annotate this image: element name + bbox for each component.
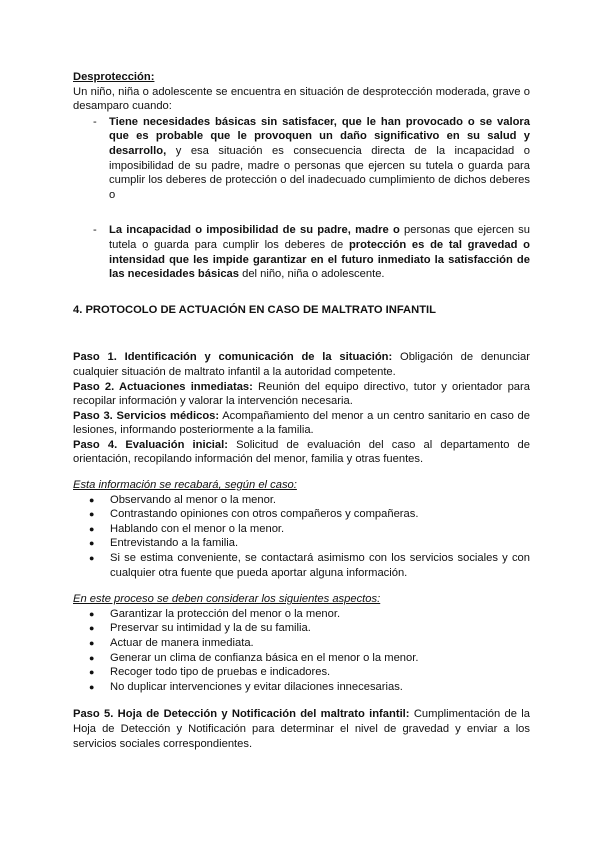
bullet-marker: ● (89, 681, 95, 692)
list-item-text: Garantizar la protección del menor o la menor. (110, 607, 341, 620)
list-item (73, 115, 530, 203)
desproteccion-heading: Desprotección: (73, 71, 155, 83)
section-4-title: 4. PROTOCOLO DE ACTUACIÓN EN CASO DE MALTRATO INFANTIL (73, 303, 436, 316)
list-item-text: Actuar de manera inmediata. (110, 637, 254, 649)
item-bold-text: protección es de tal gravedad o intensidad que les impide garantizar en el futuro inmediato la satisfacción de las necesidades básicas (109, 238, 530, 281)
step-text: Acompañamiento del menor a un centro sanitario en caso de lesiones, informando posteriormente a la familia. (73, 409, 530, 437)
item-text: del niño, niña o adolescente. (238, 268, 385, 281)
info-heading: Esta información se recabará, según el caso: (73, 479, 297, 492)
item-bold-text: Tiene necesidades básicas sin satisfacer, que le han provocado o se valora que es probable que le provoquen un daño significativo en su salud y desarrollo, (109, 115, 530, 157)
list-item (73, 651, 530, 666)
step-3 (73, 409, 530, 438)
step-text: Cumplimentación de la Hoja de Detección y Notificación para determinar el nivel de gravedad y enviar a los servicios sociales correspondientes. (73, 708, 531, 750)
step-2 (73, 380, 530, 409)
dash-marker: - (93, 224, 97, 237)
bullet-marker: ● (89, 523, 95, 534)
list-item (73, 607, 530, 622)
bullet-marker: ● (89, 538, 95, 549)
steps-block (73, 350, 530, 467)
desproteccion-intro: Un niño, niña o adolescente se encuentra en situación de desprotección moderada, grave o desamparo cuando: (73, 85, 530, 113)
process-list (73, 607, 530, 695)
bullet-marker: ● (89, 623, 95, 634)
bullet-marker: ● (89, 509, 95, 520)
process-heading: En este proceso se deben considerar los siguientes aspectos: (73, 593, 381, 606)
step-4 (73, 438, 530, 467)
list-item-text: Generar un clima de confianza básica en el menor o la menor. (110, 651, 419, 664)
step-label: Paso 2. Actuaciones inmediatas: (73, 380, 253, 393)
list-item-text: Entrevistando a la familia. (110, 537, 239, 550)
list-item-text: No duplicar intervenciones y evitar dilaciones innecesarias. (110, 680, 403, 693)
info-list (73, 493, 530, 581)
list-item-text: Si se estima conveniente, se contactará asimismo con los servicios sociales y con cualquier otra fuente que pueda aportar alguna información. (110, 552, 530, 579)
list-item (73, 522, 530, 537)
step-label: Paso 4. Evaluación inicial: (73, 438, 228, 451)
list-item (73, 636, 530, 651)
list-item (73, 665, 530, 680)
list-item (73, 507, 530, 522)
item-text: y esa situación es consecuencia directa de la incapacidad o imposibilidad de su padre, madre o personas que ejercen su tutela o guarda para cumplir los deberes de protección o del inadecuado cumplimiento de dichos deberes o (109, 144, 530, 201)
bullet-marker: ● (89, 494, 95, 505)
list-item-text: Contrastando opiniones con otros compañeros y compañeras. (110, 508, 419, 521)
list-item (73, 621, 530, 636)
step-5 (73, 707, 530, 751)
list-item-text: Preservar su intimidad y la de su familia. (110, 622, 311, 635)
bullet-marker: ● (89, 667, 95, 678)
list-item (73, 536, 530, 551)
step-label: Paso 1. Identificación y comunicación de la situación: (73, 351, 393, 364)
list-item (73, 493, 530, 508)
bullet-marker: ● (89, 638, 95, 648)
list-item (73, 223, 530, 281)
list-item-text: Observando al menor o la menor. (110, 493, 277, 506)
list-item (73, 680, 530, 695)
document-page (73, 70, 530, 751)
step-text: Reunión del equipo directivo, tutor y orientador para recopilar información y valorar la intervención necesaria. (73, 380, 530, 408)
step-text: Solicitud de evaluación del caso al departamento de orientación, recopilando información del menor, familia y otras fuentes. (73, 438, 530, 466)
dash-marker: - (93, 115, 97, 128)
list-item-text: Hablando con el menor o la menor. (110, 522, 285, 535)
bullet-marker: ● (89, 608, 95, 619)
desproteccion-list (73, 115, 530, 282)
list-item-text: Recoger todo tipo de pruebas e indicadores. (110, 666, 331, 679)
step-label: Paso 5. Hoja de Detección y Notificación del maltrato infantil: (73, 708, 410, 721)
bullet-marker: ● (89, 652, 95, 663)
item-bold-text: La incapacidad o imposibilidad de su padre, madre o (109, 224, 400, 237)
step-1 (73, 350, 530, 379)
bullet-marker: ● (89, 553, 95, 564)
list-item (73, 551, 530, 580)
step-label: Paso 3. Servicios médicos: (73, 409, 220, 422)
item-text: personas que ejercen su tutela o guarda para cumplir los deberes de (109, 224, 530, 251)
step-text: Obligación de denunciar cualquier situación de maltrato infantil a la autoridad competente. (73, 351, 530, 378)
